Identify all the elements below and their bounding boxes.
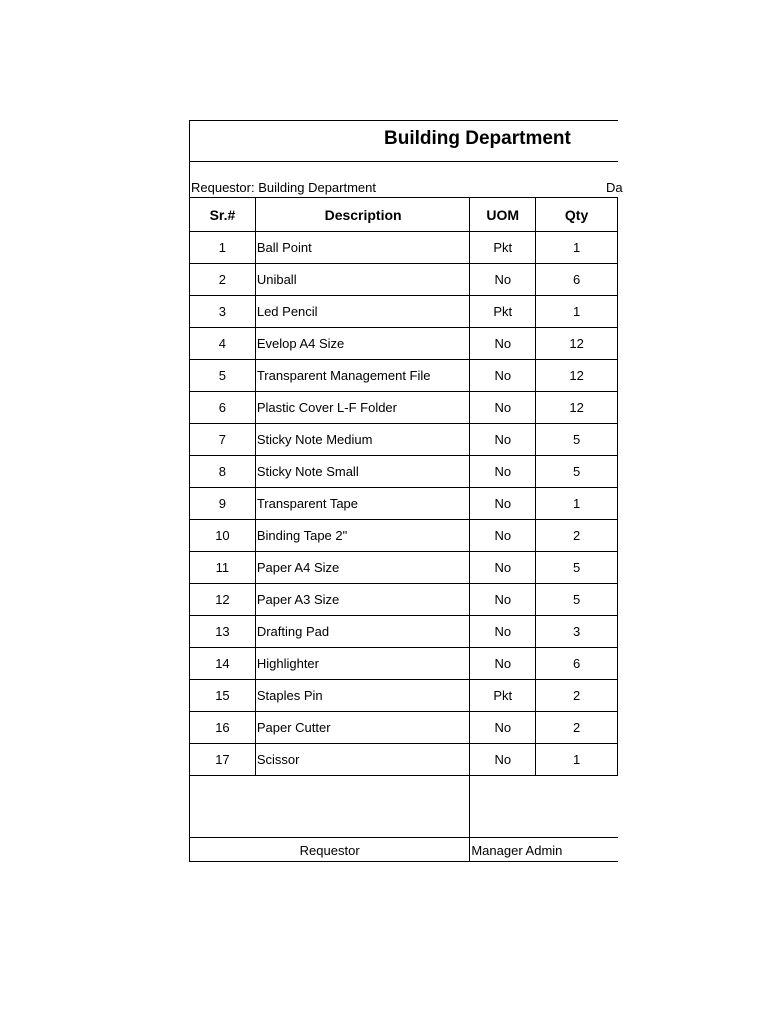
qty-cell: 1 [536,296,618,328]
description-cell: Led Pencil [255,296,469,328]
sr-cell: 9 [190,488,256,520]
page-title: Building Department [384,128,571,149]
table-row [190,296,618,328]
qty-cell: 5 [536,584,618,616]
description-cell: Sticky Note Medium [255,424,469,456]
meta-row [189,162,623,197]
uom-cell: No [470,584,536,616]
sr-cell: 16 [190,712,256,744]
qty-cell: 1 [536,488,618,520]
signature-block [189,776,618,862]
description-cell: Transparent Tape [255,488,469,520]
requestor-line: Requestor: Building Department [191,180,376,195]
column-header-qty: Qty [536,198,618,232]
qty-cell: 12 [536,328,618,360]
table-row [190,488,618,520]
uom-cell: No [470,424,536,456]
requisition-sheet [189,120,623,862]
qty-cell: 12 [536,392,618,424]
requestor-signature-label: Requestor [299,843,360,858]
qty-cell: 2 [536,712,618,744]
uom-cell: No [470,712,536,744]
table-row [190,744,618,776]
qty-cell: 12 [536,360,618,392]
table-row [190,392,618,424]
uom-cell: No [470,392,536,424]
sr-cell: 7 [190,424,256,456]
sr-cell: 8 [190,456,256,488]
description-cell: Paper A4 Size [255,552,469,584]
column-header-uom: UOM [470,198,536,232]
manager-signature-label: Manager Admin [471,843,563,858]
table-row [190,552,618,584]
description-cell: Uniball [255,264,469,296]
table-row [190,616,618,648]
uom-cell: No [470,328,536,360]
uom-cell: No [470,648,536,680]
qty-cell: 2 [536,680,618,712]
description-cell: Drafting Pad [255,616,469,648]
description-cell: Binding Tape 2" [255,520,469,552]
description-cell: Evelop A4 Size [255,328,469,360]
table-row [190,680,618,712]
sr-cell: 12 [190,584,256,616]
table-row [190,520,618,552]
uom-cell: No [470,488,536,520]
description-cell: Staples Pin [255,680,469,712]
description-cell: Ball Point [255,232,469,264]
qty-cell: 5 [536,552,618,584]
qty-cell: 1 [536,232,618,264]
description-cell: Scissor [255,744,469,776]
title-row [189,120,618,162]
qty-cell: 1 [536,744,618,776]
table-row [190,232,618,264]
uom-cell: Pkt [470,296,536,328]
sr-cell: 2 [190,264,256,296]
sr-cell: 13 [190,616,256,648]
qty-cell: 2 [536,520,618,552]
sr-cell: 4 [190,328,256,360]
description-cell: Plastic Cover L-F Folder [255,392,469,424]
qty-cell: 6 [536,648,618,680]
uom-cell: Pkt [470,680,536,712]
table-row [190,360,618,392]
uom-cell: No [470,552,536,584]
qty-cell: 3 [536,616,618,648]
qty-cell: 6 [536,264,618,296]
table-row [190,712,618,744]
sr-cell: 3 [190,296,256,328]
qty-cell: 5 [536,456,618,488]
uom-cell: No [470,520,536,552]
uom-cell: No [470,616,536,648]
sr-cell: 5 [190,360,256,392]
uom-cell: No [470,360,536,392]
manager-signature [470,776,618,861]
sr-cell: 14 [190,648,256,680]
sr-cell: 15 [190,680,256,712]
column-header-description: Description [255,198,469,232]
sr-cell: 6 [190,392,256,424]
date-label: Da [606,180,623,195]
description-cell: Transparent Management File [255,360,469,392]
table-header-row [190,198,618,232]
description-cell: Sticky Note Small [255,456,469,488]
column-header-sr: Sr.# [190,198,256,232]
sr-cell: 17 [190,744,256,776]
qty-cell: 5 [536,424,618,456]
uom-cell: No [470,744,536,776]
uom-cell: Pkt [470,232,536,264]
sr-cell: 11 [190,552,256,584]
table-row [190,456,618,488]
sr-cell: 10 [190,520,256,552]
description-cell: Paper Cutter [255,712,469,744]
description-cell: Highlighter [255,648,469,680]
table-row [190,264,618,296]
uom-cell: No [470,456,536,488]
sr-cell: 1 [190,232,256,264]
table-row [190,648,618,680]
description-cell: Paper A3 Size [255,584,469,616]
items-table [189,197,618,776]
table-row [190,424,618,456]
manager-signature-space [470,776,618,838]
table-row [190,584,618,616]
table-row [190,328,618,360]
requestor-signature [190,776,470,861]
requestor-signature-space [190,776,469,838]
table-body [190,232,618,776]
uom-cell: No [470,264,536,296]
